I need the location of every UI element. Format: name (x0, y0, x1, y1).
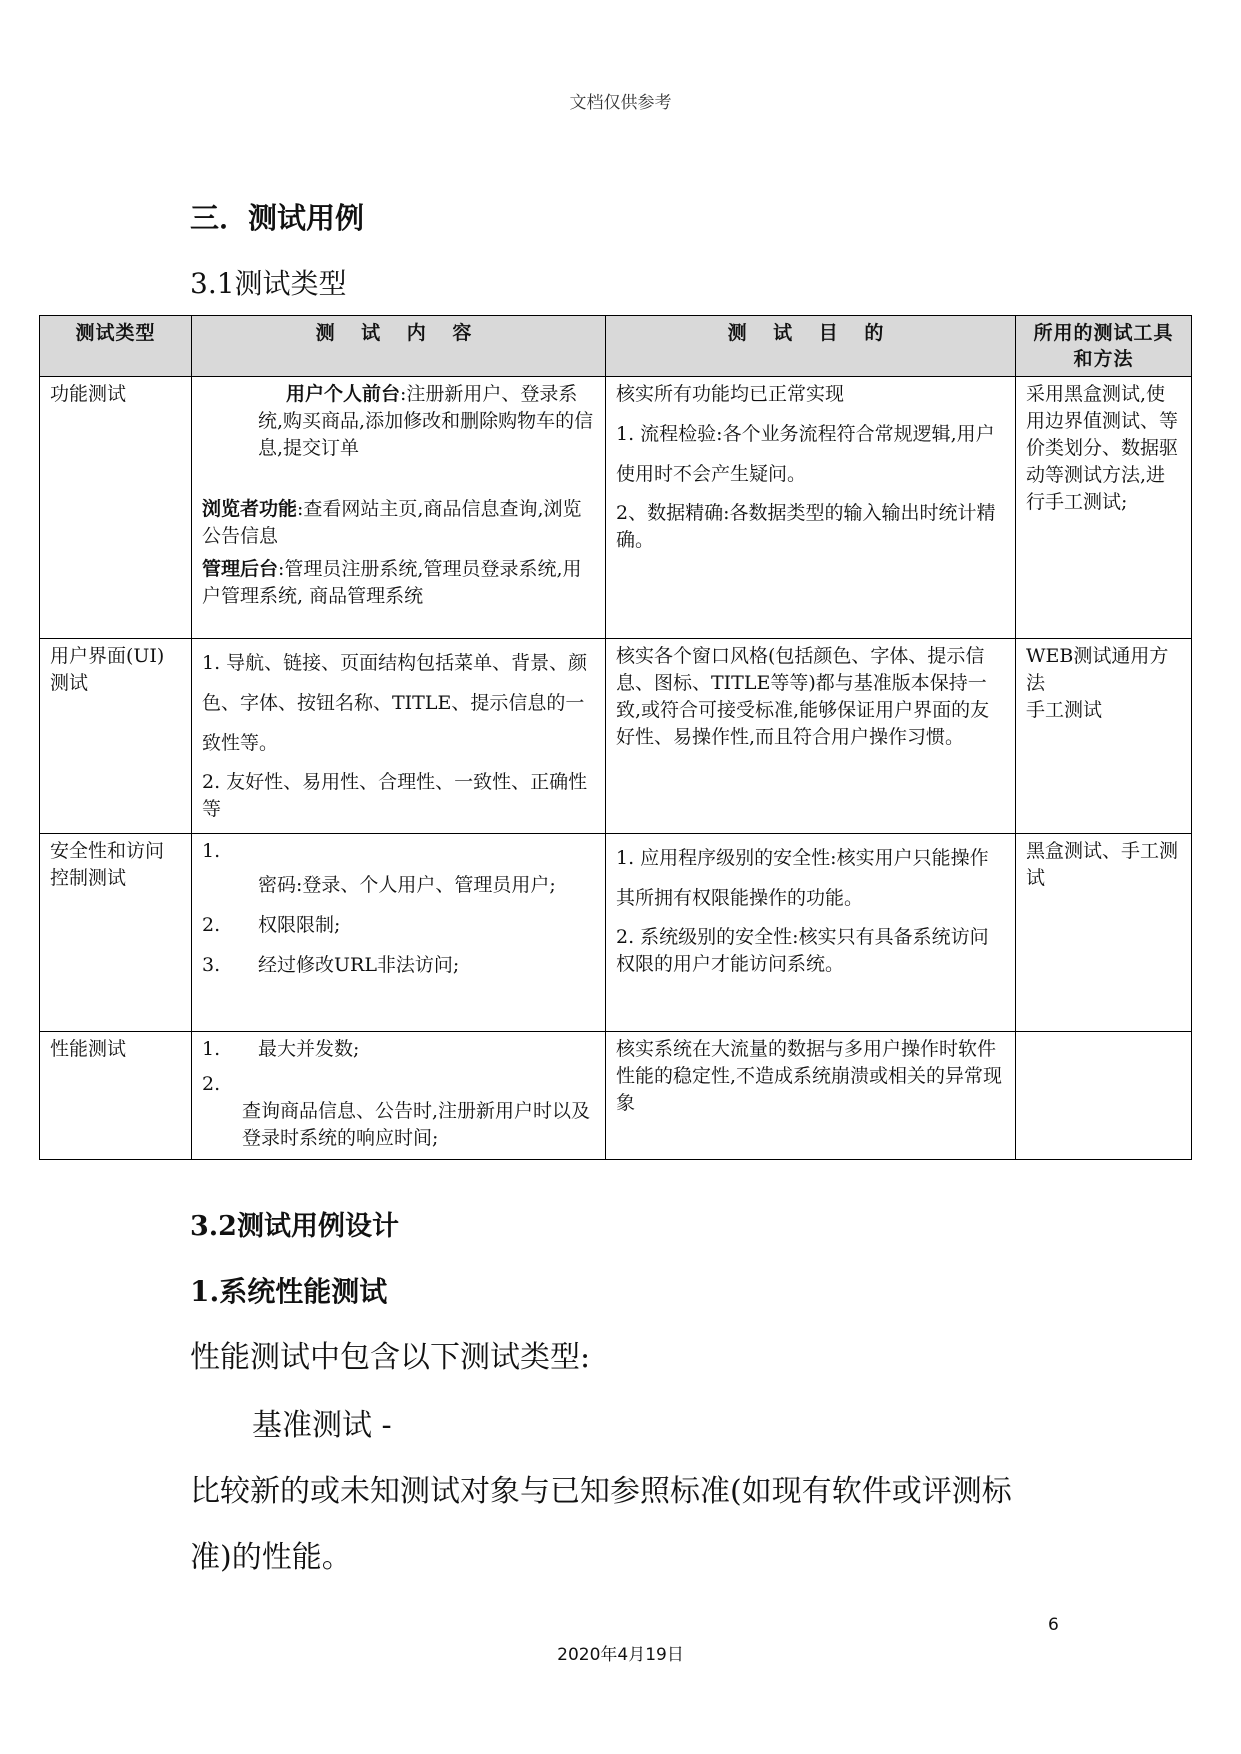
test-content-cell (192, 377, 606, 639)
purpose-item: 2. 系统级别的安全性:核实只有具备系统访问权限的用户才能访问系统。 (616, 926, 989, 975)
list-number: 3. (202, 954, 221, 976)
column-header: 测试类型 (40, 316, 192, 377)
tools-text: WEB测试通用方法 (1026, 645, 1169, 694)
content-item: 查询商品信息、公告时,注册新用户时以及登录时系统的响应时间; (242, 1100, 591, 1149)
paragraph: 性能测试中包含以下测试类型: (190, 1340, 591, 1375)
purpose-text: 核实所有功能均已正常实现 (616, 383, 845, 405)
section-heading: 三．测试用例 (190, 201, 365, 235)
test-purpose-cell: 核实各个窗口风格(包括颜色、字体、提示信息、图标、TITLE等等)都与基准版本保持一致,或符合可接受标准,能够保证用户界面的友好性、易操作性,而且符合用户操作习惯。 (606, 639, 1016, 834)
subsection-heading: 3.1测试类型 (190, 267, 347, 300)
test-purpose-cell (606, 834, 1016, 1032)
item-heading: 1.系统性能测试 (190, 1275, 388, 1308)
list-number: 2. (202, 1073, 221, 1095)
content-text: :管理员注册系统,管理员登录系统,用户管理系统, 商品管理系统 (202, 558, 582, 607)
test-tools-cell: 黑盒测试、手工测试 (1016, 834, 1192, 1032)
table-row (40, 1032, 1192, 1160)
subsection-heading: 3.2测试用例设计 (190, 1211, 399, 1242)
test-content-cell (192, 1032, 606, 1160)
test-purpose-cell: 核实系统在大流量的数据与多用户操作时软件性能的稳定性,不造成系统崩溃或相关的异常现象 (606, 1032, 1016, 1160)
list-number: 2. (202, 914, 221, 936)
test-tools-cell (1016, 1032, 1192, 1160)
paragraph: 比较新的或未知测试对象与已知参照标准(如现有软件或评测标 (190, 1474, 1012, 1509)
test-content-cell (192, 834, 606, 1032)
column-header: 测 试 目 的 (606, 316, 1016, 377)
table-header-row (40, 316, 1192, 377)
purpose-item: 1. 应用程序级别的安全性:核实用户只能操作其所拥有权限能操作的功能。 (616, 847, 989, 909)
content-label: 用户个人前台 (286, 383, 401, 405)
page-number: 6 (1048, 1615, 1059, 1635)
list-number: 1. (202, 1038, 221, 1060)
content-text: :查看网站主页,商品信息查询,浏览公告信息 (202, 498, 582, 547)
table-row (40, 377, 1192, 639)
purpose-item: 2、数据精确:各数据类型的输入输出时统计精确。 (616, 502, 996, 551)
test-type-cell: 性能测试 (40, 1032, 192, 1160)
content-item: 经过修改URL非法访问; (258, 954, 460, 976)
list-number: 1. (202, 840, 221, 862)
test-tools-cell (1016, 639, 1192, 834)
page-header: 文档仅供参考 (569, 93, 672, 113)
purpose-item: 1. 流程检验:各个业务流程符合常规逻辑,用户使用时不会产生疑问。 (616, 423, 995, 485)
content-item: 最大并发数; (258, 1038, 360, 1060)
test-content-cell (192, 639, 606, 834)
test-type-table (39, 315, 1192, 1160)
test-tools-cell: 采用黑盒测试,使用边界值测试、等价类划分、数据驱动等测试方法,进行手工测试; (1016, 377, 1192, 639)
column-header: 测 试 内 容 (192, 316, 606, 377)
tools-text: 手工测试 (1026, 699, 1103, 721)
content-label: 浏览者功能 (202, 498, 298, 520)
paragraph: 准)的性能。 (190, 1540, 352, 1575)
test-type-cell: 用户界面(UI)测试 (40, 639, 192, 834)
test-type-cell: 安全性和访问控制测试 (40, 834, 192, 1032)
column-header: 所用的测试工具和方法 (1016, 316, 1192, 377)
content-label: 管理后台 (202, 558, 279, 580)
paragraph: 基准测试 - (252, 1408, 392, 1443)
content-item: 2. 友好性、易用性、合理性、一致性、正确性等 (202, 771, 588, 820)
table-row (40, 639, 1192, 834)
content-item: 密码:登录、个人用户、管理员用户; (258, 874, 556, 896)
footer-date: 2020年4月19日 (557, 1645, 684, 1665)
content-text: :注册新用户、登录系统,购买商品,添加修改和删除购物车的信息,提交订单 (258, 383, 594, 459)
content-item: 权限限制; (258, 914, 341, 936)
content-item: 1. 导航、链接、页面结构包括菜单、背景、颜色、字体、按钮名称、TITLE、提示信息的一致性等。 (202, 652, 588, 754)
table-row (40, 834, 1192, 1032)
test-purpose-cell (606, 377, 1016, 639)
test-type-cell: 功能测试 (40, 377, 192, 639)
